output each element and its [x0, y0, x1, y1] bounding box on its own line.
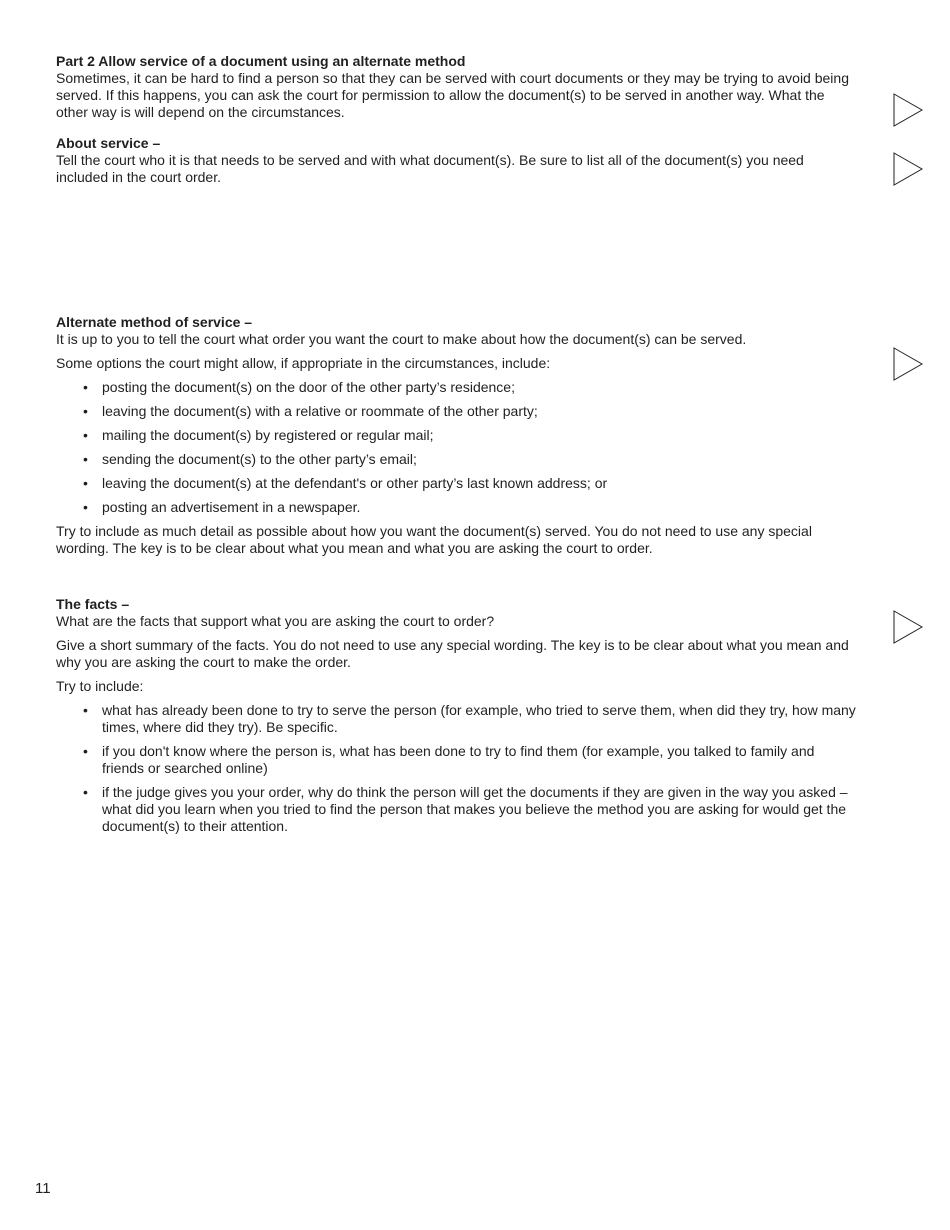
facts-list — [56, 702, 856, 835]
bullet: • — [83, 379, 88, 395]
options-list — [56, 379, 856, 516]
about-service-heading: About service – — [56, 135, 161, 151]
facts-heading: The facts – — [56, 596, 130, 612]
fact-text: if the judge gives you your order, why do think the person will get the documents if they are given in the way you asked – what did you learn when you tried to find the person that makes you believe the method you are asking for would get the document(s) to their attention. — [102, 784, 848, 834]
alternate-method-text2: Some options the court might allow, if appropriate in the circumstances, include: — [56, 355, 551, 371]
bullet: • — [83, 403, 88, 419]
list-item — [56, 784, 856, 835]
bullet: • — [83, 702, 88, 718]
bullet: • — [83, 475, 88, 491]
bullet: • — [83, 451, 88, 467]
part2-heading: Part 2 Allow service of a document using an alternate method — [56, 53, 466, 69]
list-item — [56, 702, 856, 736]
fact-text: what has already been done to try to serve the person (for example, who tried to serve them, when did they try, how many times, where did they try). Be specific. — [102, 702, 856, 735]
alternate-method-heading: Alternate method of service – — [56, 314, 253, 330]
list-item — [56, 475, 856, 492]
about-service-text: Tell the court who it is that needs to be served and with what document(s). Be sure to list all of the document(s) you need included in the court order. — [56, 152, 804, 185]
about-service-section — [56, 135, 856, 186]
part2-intro: Sometimes, it can be hard to find a person so that they can be served with court documents or they may be trying to avoid being served. If this happens, you can ask the court for permission to allow the document(s) to be served in another way. What the other way is will depend on the circumstances. — [56, 70, 849, 120]
option-text: posting the document(s) on the door of the other party’s residence; — [102, 379, 515, 395]
list-item — [56, 499, 856, 516]
list-item — [56, 403, 856, 420]
next-arrow-icon[interactable] — [893, 152, 923, 186]
page-number: 11 — [35, 1180, 51, 1197]
alternate-method-text1: It is up to you to tell the court what order you want the court to make about how the document(s) can be served. — [56, 331, 747, 347]
list-item — [56, 743, 856, 777]
facts-text2: Give a short summary of the facts. You do not need to use any special wording. The key is to be clear about what you mean and why you are asking the court to make the order. — [56, 637, 849, 670]
option-text: posting an advertisement in a newspaper. — [102, 499, 361, 515]
alternate-method-text3: Try to include as much detail as possible about how you want the document(s) served. You do not need to use any special wording. The key is to be clear about what you mean and what you are asking the court to order. — [56, 523, 812, 556]
next-arrow-icon[interactable] — [893, 610, 923, 644]
next-arrow-icon[interactable] — [893, 347, 923, 381]
option-text: mailing the document(s) by registered or regular mail; — [102, 427, 434, 443]
facts-text1: What are the facts that support what you are asking the court to order? — [56, 613, 495, 629]
bullet: • — [83, 743, 88, 759]
facts-section — [56, 596, 856, 835]
list-item — [56, 379, 856, 396]
option-text: leaving the document(s) with a relative or roommate of the other party; — [102, 403, 538, 419]
facts-text3: Try to include: — [56, 678, 144, 694]
part2-section — [56, 53, 856, 121]
alternate-method-section — [56, 314, 856, 557]
bullet: • — [83, 499, 88, 515]
bullet: • — [83, 427, 88, 443]
list-item — [56, 427, 856, 444]
option-text: leaving the document(s) at the defendant's or other party’s last known address; or — [102, 475, 608, 491]
bullet: • — [83, 784, 88, 800]
option-text: sending the document(s) to the other party’s email; — [102, 451, 417, 467]
fact-text: if you don't know where the person is, what has been done to try to find them (for example, you talked to family and friends or searched online) — [102, 743, 815, 776]
list-item — [56, 451, 856, 468]
next-arrow-icon[interactable] — [893, 93, 923, 127]
